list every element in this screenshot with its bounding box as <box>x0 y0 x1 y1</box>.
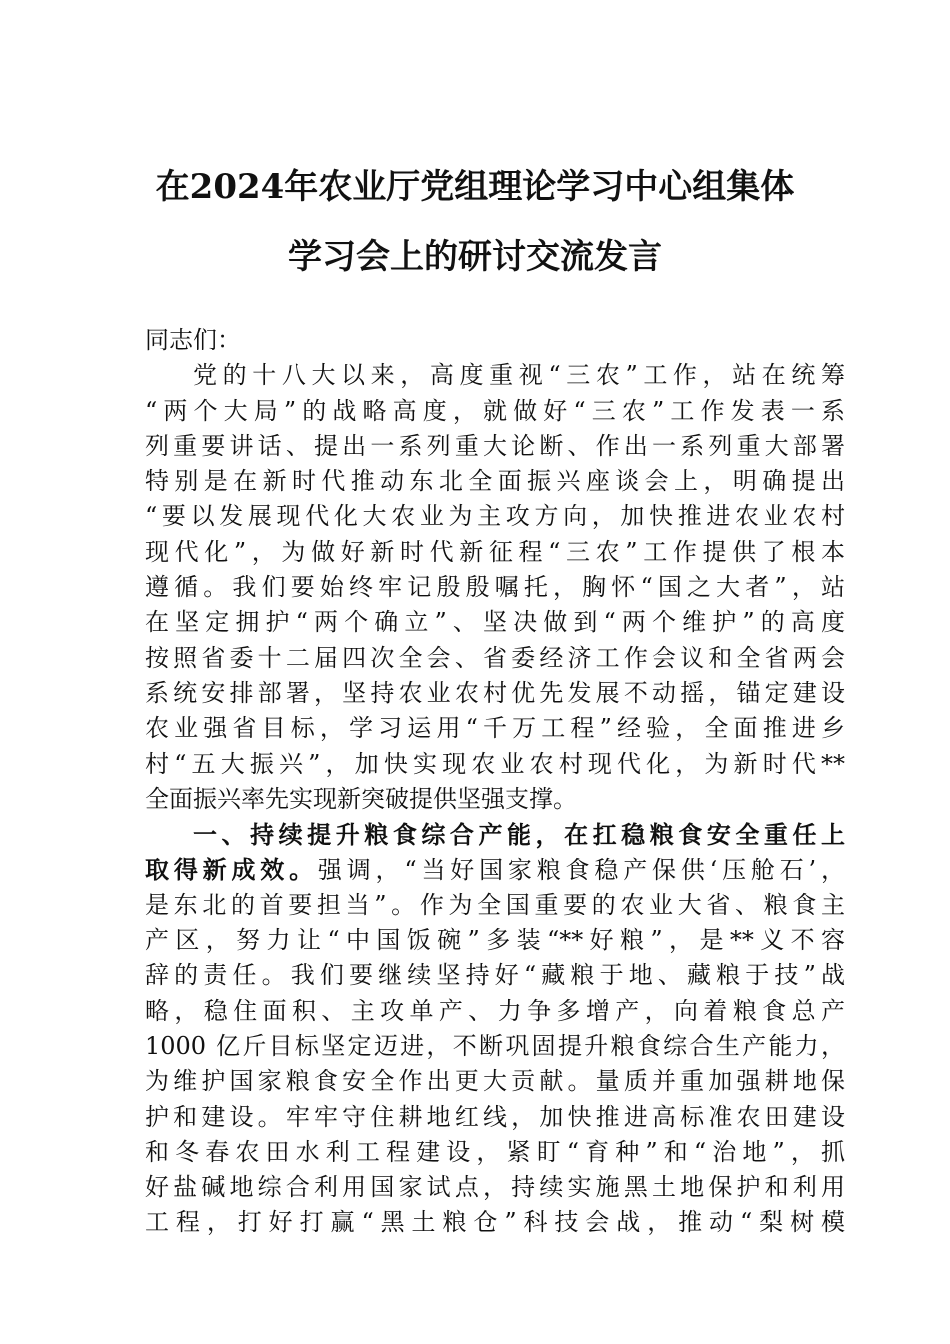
paragraph-line: 列重要讲话、提出一系列重大论断、作出一系列重大部署 <box>145 431 845 460</box>
paragraph-line: 好盐碱地综合利用国家试点，持续实施黑土地保护和利用 <box>145 1173 845 1202</box>
paragraph-line: 现代化”，为做好新时代新征程“三农”工作提供了根本 <box>145 537 845 566</box>
paragraph-line: 和冬春农田水利工程建设，紧盯“育种”和“治地”，抓 <box>145 1137 845 1166</box>
paragraph-line: 村“五大振兴”，加快实现农业农村现代化，为新时代** <box>145 749 845 778</box>
paragraph-line: 工程，打好打赢“黑土粮仓”科技会战，推动“梨树模 <box>145 1208 845 1237</box>
paragraph-line: 全面振兴率先实现新突破提供坚强支撑。 <box>145 784 577 813</box>
salutation: 同志们： <box>145 326 241 354</box>
paragraph-line: 特别是在新时代推动东北全面振兴座谈会上，明确提出 <box>145 467 845 496</box>
paragraph-line: 在坚定拥护“两个确立”、坚决做到“两个维护”的高度 <box>145 608 845 637</box>
paragraph-line: “要以发展现代化大农业为主攻方向，加快推进农业农村 <box>145 502 845 531</box>
paragraph-line: 为维护国家粮食安全作出更大贡献。量质并重加强耕地保 <box>145 1067 845 1096</box>
paragraph-line: “两个大局”的战略高度，就做好“三农”工作发表一系 <box>145 396 845 425</box>
paragraph-line: 辞的责任。我们要继续坚持好“藏粮于地、藏粮于技”战 <box>145 961 845 990</box>
paragraph-line: 系统安排部署，坚持农业农村优先发展不动摇，锚定建设 <box>145 678 845 707</box>
paragraph-line: 略，稳住面积、主攻单产、力争多增产，向着粮食总产 <box>145 996 845 1025</box>
document-body <box>145 323 845 1241</box>
document-title-line-1: 在2024年农业厅党组理论学习中心组集体 <box>155 167 795 207</box>
paragraph-line: 党的十八大以来，高度重视“三农”工作，站在统筹 <box>193 361 845 390</box>
paragraph-line: 产区，努力让“中国饭碗”多装“**好粮”，是**义不容 <box>145 926 845 955</box>
paragraph-line: 是东北的首要担当”。作为全国重要的农业大省、粮食主 <box>145 890 845 919</box>
section-heading-continuation <box>145 852 845 887</box>
paragraph-line: 护和建设。牢牢守住耕地红线，加快推进高标准农田建设 <box>145 1102 845 1131</box>
paragraph-line: 遵循。我们要始终牢记殷殷嘱托，胸怀“国之大者”，站 <box>145 573 845 602</box>
section-heading-end: 取得新成效。 <box>145 855 318 885</box>
section-text: 强调，“当好国家粮食稳产保供‘压舱石’， <box>317 856 846 885</box>
section-heading: 一、持续提升粮食综合产能，在扛稳粮食安全重任上 <box>193 820 845 850</box>
paragraph-line: 农业强省目标，学习运用“千万工程”经验，全面推进乡 <box>145 714 845 743</box>
paragraph-line: 按照省委十二届四次全会、省委经济工作会议和全省两会 <box>145 643 845 672</box>
document-title-line-2: 学习会上的研讨交流发言 <box>288 237 662 277</box>
paragraph-line: 1000 亿斤目标坚定迈进，不断巩固提升粮食综合生产能力， <box>145 1031 845 1060</box>
